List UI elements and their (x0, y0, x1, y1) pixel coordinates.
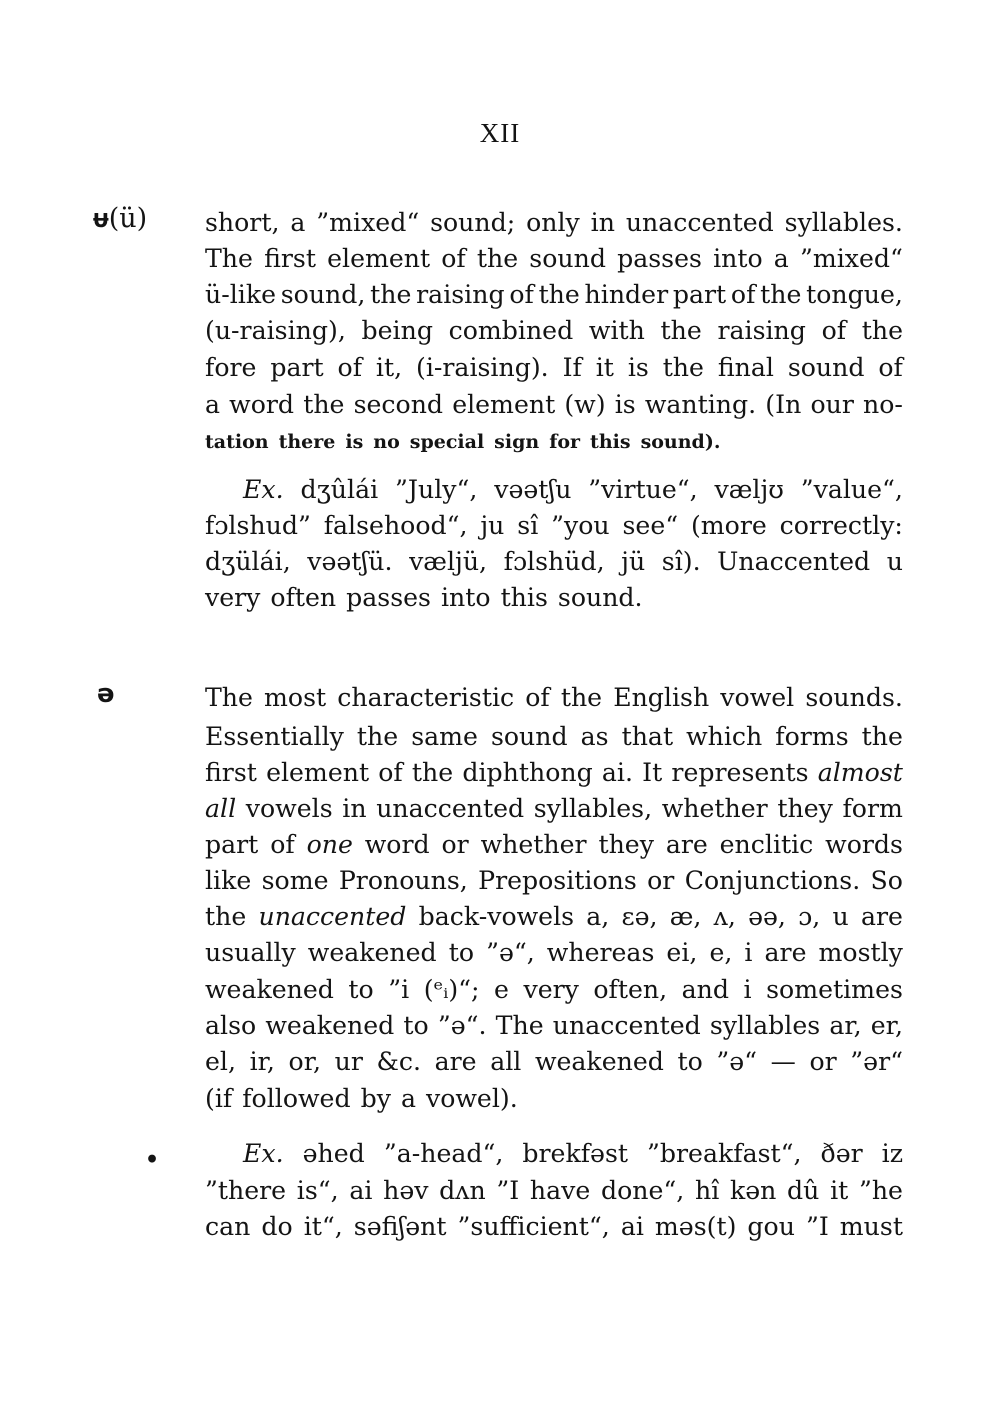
word: that (621, 722, 674, 751)
word: vəətʃu (494, 475, 572, 504)
word: εə, (621, 902, 658, 931)
word: are (860, 902, 903, 931)
word: the (476, 244, 519, 273)
text-line (243, 1136, 903, 1172)
word: our (810, 390, 854, 419)
word: jü (621, 547, 646, 576)
word: ”there (205, 1176, 287, 1205)
word: əhed (302, 1139, 365, 1168)
word: ir, (249, 1047, 275, 1076)
word: ei, (666, 938, 698, 967)
word: can (205, 1212, 251, 1241)
text-line (205, 899, 903, 935)
entry-u-marker (93, 203, 147, 234)
word: — (770, 1047, 796, 1076)
word: or (647, 866, 675, 895)
word: vowel). (425, 1084, 518, 1113)
word: must (839, 1212, 903, 1241)
word: vowel (720, 683, 795, 712)
word: it, (375, 353, 403, 382)
word: tation (205, 431, 269, 453)
word: kən (729, 1176, 777, 1205)
word: əə, (748, 902, 786, 931)
word: the (205, 902, 247, 931)
word: word (364, 830, 430, 859)
word: sometimes (766, 975, 903, 1004)
entry-schwa-marker: ə (97, 679, 115, 709)
word: which (686, 722, 763, 751)
word: ɔ, (798, 902, 821, 931)
word: raising (717, 316, 806, 345)
word: or (809, 1047, 837, 1076)
word: have (529, 1176, 591, 1205)
word: is (614, 390, 636, 419)
word: ju (480, 511, 505, 540)
word: ”sufficient“, (457, 1212, 610, 1241)
word: whereas (546, 938, 655, 967)
word: are (434, 1047, 477, 1076)
word: sound (490, 722, 568, 751)
word: very (523, 975, 579, 1004)
word: this (590, 431, 631, 453)
word: ”I (496, 1176, 520, 1205)
word: passes (346, 583, 431, 612)
word: followed (242, 1084, 351, 1113)
word: a, (586, 902, 610, 931)
word: is (627, 353, 649, 382)
word: &c. (376, 1047, 422, 1076)
word: combined (448, 316, 574, 345)
word: u (886, 547, 903, 576)
word: sî (517, 511, 539, 540)
word: some (261, 866, 329, 895)
word: unaccented (258, 902, 407, 931)
word: the (861, 316, 903, 345)
word: brekfəst (522, 1139, 628, 1168)
word: into (713, 244, 763, 273)
text-line (205, 387, 903, 423)
word: correctly: (779, 511, 903, 540)
word: unaccented (376, 794, 525, 823)
word: syllables, (533, 794, 653, 823)
word: If (562, 353, 582, 382)
word: first (205, 758, 257, 787)
word: Pronouns, (338, 866, 468, 895)
word: həv (383, 1176, 429, 1205)
page-number: XII (479, 118, 521, 148)
word: words (825, 830, 903, 859)
word: being (361, 316, 433, 345)
word: ”ə“ (716, 1047, 758, 1076)
word: mostly (818, 938, 903, 967)
word: is“, (296, 1176, 339, 1205)
word: often (270, 583, 337, 612)
word: to (448, 938, 475, 967)
word: sign (494, 431, 540, 453)
word: (i-raising). (416, 353, 549, 382)
word: æ, (669, 902, 702, 931)
word: all (490, 1047, 522, 1076)
word: are (764, 938, 807, 967)
text-line (205, 277, 903, 313)
word: or, (288, 1047, 321, 1076)
word: (if (205, 1084, 233, 1113)
word: this (500, 583, 548, 612)
word: sî). (661, 547, 701, 576)
entry-u-symbol: ᵾ (93, 203, 109, 234)
word: to (403, 1011, 429, 1040)
word: dʒûlái (300, 475, 379, 504)
word: of (378, 758, 403, 787)
word: ðər (820, 1139, 863, 1168)
word: the (356, 722, 399, 751)
word: for (549, 431, 581, 453)
text-line (205, 580, 903, 616)
word: ”mixed“ (799, 244, 903, 273)
word: So (870, 866, 903, 895)
word: see“ (622, 511, 679, 540)
text-line (205, 863, 903, 899)
word: səfiʃənt (353, 1212, 447, 1241)
word: sound. (557, 583, 643, 612)
word: like (205, 866, 252, 895)
word: of (270, 830, 295, 859)
word: Unaccented (717, 547, 871, 576)
word: the (370, 280, 412, 309)
text-line (205, 544, 903, 580)
word: a (773, 244, 789, 273)
text-line (205, 935, 903, 971)
stray-dot: • (145, 1147, 160, 1173)
word: the (560, 683, 603, 712)
word: are (665, 830, 708, 859)
word: fɔlshud” (205, 511, 311, 540)
word: by (360, 1084, 391, 1113)
word: væljü, (409, 547, 488, 576)
text-line (205, 1081, 903, 1117)
text-line (243, 472, 903, 508)
word: done“, (600, 1176, 685, 1205)
word: ”you (551, 511, 610, 540)
word: Ex. (243, 475, 284, 504)
word: ”virtue“, (588, 475, 698, 504)
word: the (861, 722, 903, 751)
text-line (205, 1044, 903, 1080)
word: dʒülái, (205, 547, 291, 576)
word: element (266, 758, 370, 787)
word: they (777, 794, 833, 823)
word: iz (881, 1139, 903, 1168)
word: enclitic (719, 830, 814, 859)
word: to (677, 1047, 703, 1076)
word: the (303, 390, 345, 419)
word: very (205, 583, 261, 612)
word: weakened (205, 975, 334, 1004)
word: to (348, 975, 374, 1004)
word: The (205, 683, 253, 712)
word: often, (593, 975, 668, 1004)
word: (In (765, 390, 802, 419)
word: falsehood“, (323, 511, 468, 540)
word: the (411, 758, 454, 787)
word: it (595, 353, 614, 382)
word: of (878, 353, 903, 382)
word: ai (349, 1176, 373, 1205)
word: unaccented (625, 208, 774, 237)
word: same (411, 722, 478, 751)
word: ”ə“. (437, 1011, 487, 1040)
word: passes (617, 244, 702, 273)
word: sound, (280, 280, 366, 309)
text-line (205, 1173, 903, 1209)
word: and (681, 975, 730, 1004)
word: sound (787, 353, 865, 382)
word: of (525, 683, 550, 712)
word: final (717, 353, 774, 382)
word: of (509, 280, 534, 309)
word: most (264, 683, 327, 712)
word: sound; (430, 208, 516, 237)
text-line (205, 680, 903, 716)
entry-u-symbol-alt: (ü) (108, 203, 148, 234)
word: i (743, 975, 752, 1004)
word: or (441, 830, 469, 859)
word: The (495, 1011, 544, 1040)
word: er, (870, 1011, 903, 1040)
word: no- (863, 390, 903, 419)
word: they (598, 830, 654, 859)
word: no (373, 431, 400, 453)
word: of (337, 353, 363, 382)
word: el, (205, 1047, 236, 1076)
word: ai. (601, 758, 633, 787)
word: unaccented (552, 1011, 701, 1040)
text-line (205, 241, 903, 277)
word: ”i (388, 975, 410, 1004)
word: ai (620, 1212, 644, 1241)
word: of (441, 244, 466, 273)
word: gou (747, 1212, 795, 1241)
word: ur (334, 1047, 363, 1076)
text-line (205, 424, 903, 460)
word: vowels (245, 794, 333, 823)
word: part (205, 830, 259, 859)
word: there (278, 431, 336, 453)
word: one (306, 830, 353, 859)
text-line (205, 972, 903, 1008)
word: do (261, 1212, 293, 1241)
word: whether (661, 794, 768, 823)
word: characteristic (337, 683, 515, 712)
word: all (205, 794, 237, 823)
word: element (452, 390, 556, 419)
word: Prepositions (478, 866, 637, 895)
word: ”value“, (800, 475, 903, 504)
text-line (205, 1008, 903, 1044)
word: forms (775, 722, 849, 751)
word: sound (529, 244, 606, 273)
word: fɔlshüd, (503, 547, 605, 576)
word: is (345, 431, 364, 453)
word: a (290, 208, 306, 237)
word: Essentially (205, 722, 344, 751)
word: diphthong (462, 758, 593, 787)
word: also (205, 1011, 257, 1040)
word: The (205, 244, 253, 273)
word: ”ə“, (486, 938, 535, 967)
word: hî (694, 1176, 720, 1205)
word: into (440, 583, 491, 612)
word: ”July“, (395, 475, 478, 504)
word: usually (205, 938, 296, 967)
word: as (580, 722, 609, 751)
word: ”he (858, 1176, 903, 1205)
word: of (730, 280, 756, 309)
word: raising (416, 280, 505, 309)
word: ü-like (205, 280, 277, 309)
word: form (842, 794, 903, 823)
word: ar, (829, 1011, 862, 1040)
word: (u-raising), (205, 316, 346, 345)
word: ”a-head“, (383, 1139, 504, 1168)
word: second (353, 390, 444, 419)
word: dʌn (439, 1176, 486, 1205)
word: in (590, 208, 615, 237)
word: the (538, 280, 580, 309)
word: whether (480, 830, 587, 859)
word: back-vowels (418, 902, 575, 931)
word: e, (709, 938, 733, 967)
word: (w) (564, 390, 606, 419)
word: It (642, 758, 663, 787)
word: Conjunctions. (684, 866, 861, 895)
word: væljʊ (714, 475, 784, 504)
text-line (205, 508, 903, 544)
word: part (270, 353, 324, 382)
word: special (409, 431, 485, 453)
word: tongue, (806, 280, 903, 309)
word: the (662, 353, 704, 382)
text-line (205, 1209, 903, 1245)
word: first (264, 244, 316, 273)
word: it“, (303, 1212, 343, 1241)
word: sound). (640, 431, 721, 453)
word: ”mixed“ (316, 208, 420, 237)
word: syllables. (784, 208, 903, 237)
word: it (830, 1176, 849, 1205)
word: element (327, 244, 431, 273)
word: e (494, 975, 509, 1004)
word: ʌ, (713, 902, 736, 931)
text-line (205, 719, 903, 755)
word: short, (205, 208, 280, 237)
word: (more (690, 511, 767, 540)
text-line (205, 791, 903, 827)
word: English (613, 683, 710, 712)
word: of (821, 316, 847, 345)
word: a (205, 390, 221, 419)
word: almost (817, 758, 903, 787)
word: represents (671, 758, 809, 787)
word: weakened (265, 1011, 395, 1040)
word: fore (205, 353, 257, 382)
word: the (660, 316, 702, 345)
word: (ᵉᵢ)“; (423, 975, 480, 1004)
word: ”ər“ (850, 1047, 903, 1076)
word: i (744, 938, 753, 967)
word: with (588, 316, 645, 345)
word: wanting. (644, 390, 757, 419)
text-line (205, 350, 903, 386)
word: u (832, 902, 849, 931)
text-line (205, 205, 903, 241)
word: dû (787, 1176, 820, 1205)
word: məs(t) (654, 1212, 737, 1241)
word: syllables (709, 1011, 821, 1040)
word: hinder (584, 280, 669, 309)
text-line (205, 755, 903, 791)
text-line (205, 827, 903, 863)
word: weakened (534, 1047, 664, 1076)
word: weakened (307, 938, 437, 967)
text-line (205, 313, 903, 349)
word: word (229, 390, 295, 419)
word: ”I (805, 1212, 829, 1241)
word: a (400, 1084, 416, 1113)
word: vəətʃü. (307, 547, 393, 576)
word: sounds. (805, 683, 903, 712)
word: only (526, 208, 580, 237)
word: part (672, 280, 727, 309)
word: in (342, 794, 367, 823)
word: the (760, 280, 802, 309)
word: Ex. (243, 1139, 284, 1168)
word: ”breakfast“, (647, 1139, 802, 1168)
